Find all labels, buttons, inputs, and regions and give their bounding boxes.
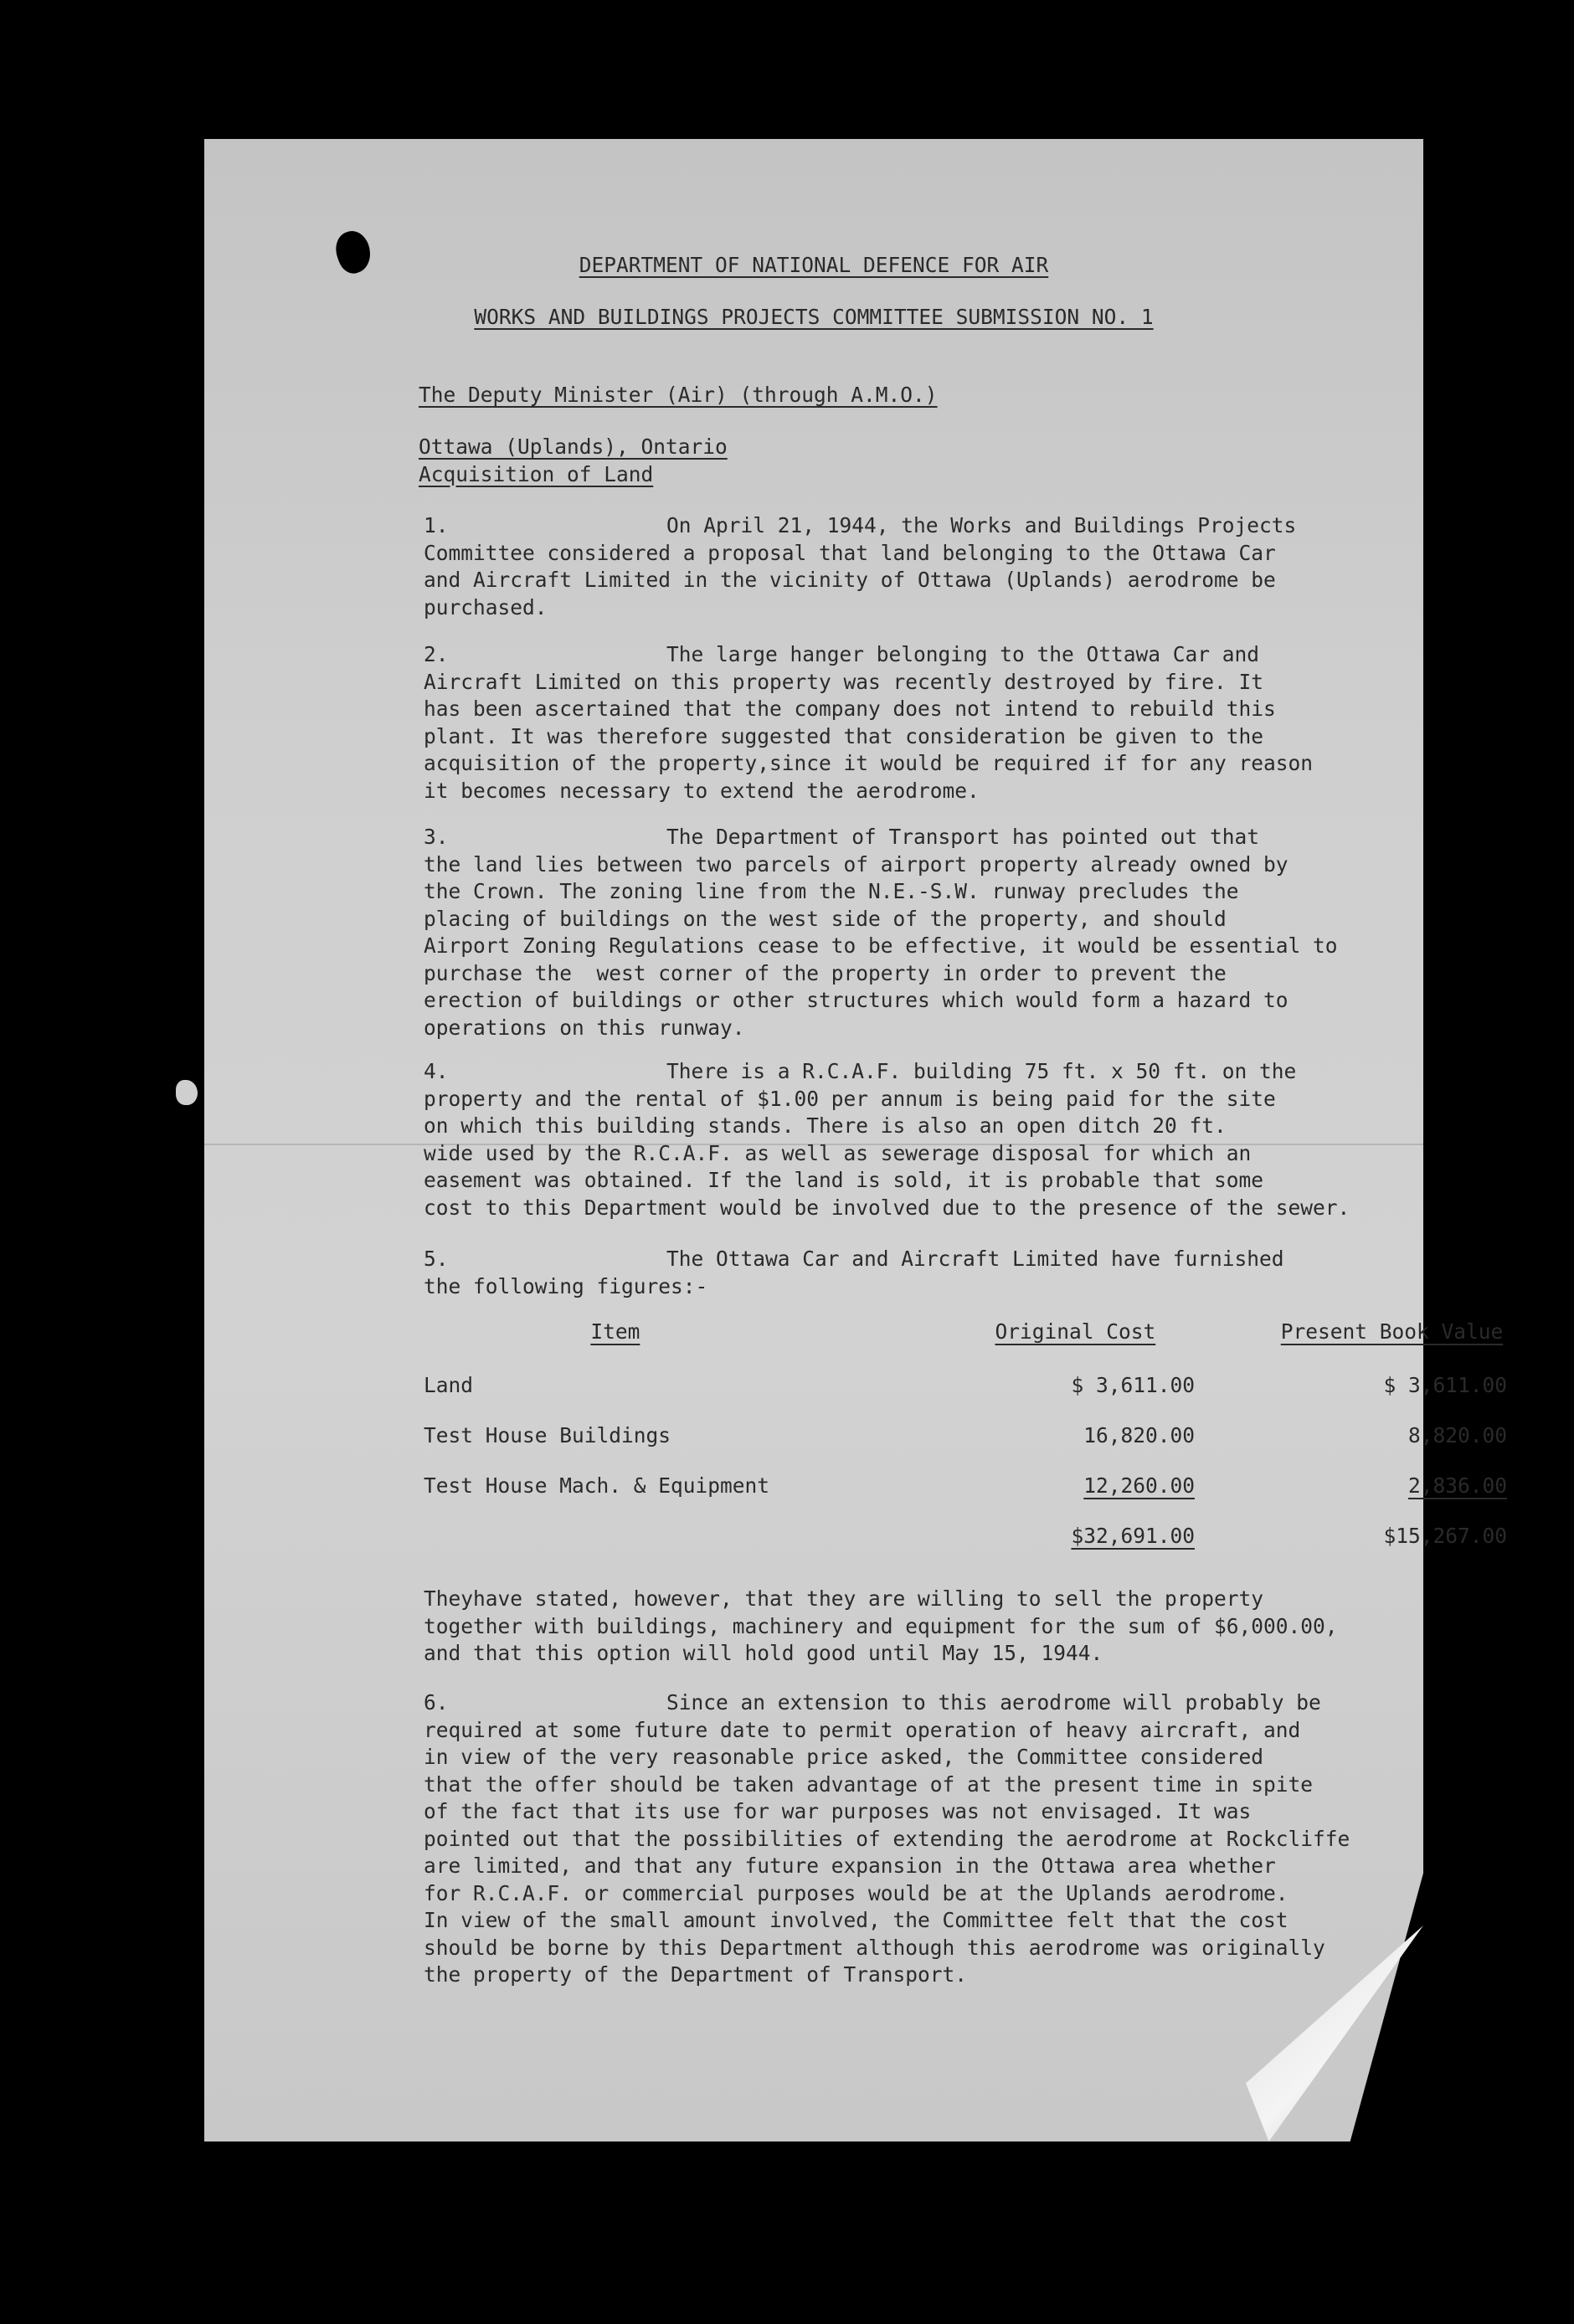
paragraph-line: placing of buildings on the west side of the property, and should: [424, 906, 1227, 931]
paragraph-number: 5.: [424, 1247, 449, 1271]
paragraph-1: [424, 512, 1296, 621]
paragraph-line: it becomes necessary to extend the aerodrome.: [424, 778, 980, 803]
paragraph-line: Committee considered a proposal that land belonging to the Ottawa Car: [424, 540, 1276, 565]
paragraph-line: In view of the small amount involved, the Committee felt that the cost: [424, 1908, 1289, 1932]
present-value-total: $15,267.00: [1383, 1523, 1507, 1548]
original-cost-column-header: Original Cost: [995, 1319, 1156, 1344]
paragraph-line: are limited, and that any future expansion in the Ottawa area whether: [424, 1854, 1276, 1878]
table-row: [424, 1460, 1574, 1510]
present-book-value-column-header: Present Book Value: [1280, 1319, 1504, 1344]
paragraph-line: Airport Zoning Regulations cease to be effective, it would be essential to: [424, 933, 1338, 958]
paragraph-number: 2.: [424, 642, 449, 666]
item-column-header: Item: [590, 1319, 640, 1344]
present-value-cell: 2,836.00: [1407, 1473, 1507, 1498]
paragraph-line: wide used by the R.C.A.F. as well as sewerage disposal for which an: [424, 1140, 1252, 1165]
offer-statement: [424, 1586, 1338, 1668]
paragraph-line: purchased.: [424, 594, 548, 620]
paragraph-line: the land lies between two parcels of airport property already owned by: [424, 851, 1289, 877]
table-total-row: [424, 1510, 1574, 1560]
paragraph-line: easement was obtained. If the land is sold, it is probable that some: [424, 1168, 1264, 1192]
paragraph-4: [424, 1058, 1350, 1221]
paragraph-number: 1.: [424, 513, 449, 537]
paragraph-line: on which this building stands. There is also an open ditch 20 ft.: [424, 1113, 1227, 1138]
paragraph-number: 4.: [424, 1059, 449, 1083]
paragraph-line: should be borne by this Department although this aerodrome was originally: [424, 1935, 1325, 1960]
paragraph-line: plant. It was therefore suggested that consideration be given to the: [424, 723, 1264, 748]
paragraph-line: There is a R.C.A.F. building 75 ft. x 50 ft. on the: [666, 1059, 1297, 1083]
paragraph-5: [424, 1246, 1284, 1300]
paragraph-6: [424, 1689, 1350, 1989]
paragraph-line: The Department of Transport has pointed out that: [666, 825, 1260, 849]
paragraph-line: Theyhave stated, however, that they are willing to sell the property: [424, 1586, 1264, 1611]
paragraph-number: 6.: [424, 1690, 449, 1715]
subject-location: Ottawa (Uplands), Ontario: [419, 434, 728, 459]
present-value-cell: 8,820.00: [1407, 1422, 1507, 1447]
paragraph-line: required at some future date to permit operation of heavy aircraft, and: [424, 1717, 1301, 1742]
paragraph-number: 3.: [424, 825, 449, 849]
paragraph-line: acquisition of the property,since it would be required if for any reason: [424, 751, 1314, 775]
paragraph-3: [424, 824, 1338, 1041]
paragraph-line: The Ottawa Car and Aircraft Limited have furnished: [666, 1247, 1284, 1271]
present-value-cell: $ 3,611.00: [1383, 1372, 1507, 1397]
paragraph-line: of the fact that its use for war purposes was not envisaged. It was: [424, 1799, 1252, 1823]
table-header-row: [424, 1319, 1574, 1360]
paragraph-line: the following figures:-: [424, 1273, 708, 1298]
addressee-line: The Deputy Minister (Air) (through A.M.O.): [419, 383, 938, 407]
original-cost-cell: $ 3,611.00: [1071, 1372, 1195, 1397]
original-cost-total: $32,691.00: [1071, 1523, 1195, 1548]
table-row: [424, 1410, 1574, 1460]
paragraph-2: [424, 641, 1313, 805]
paragraph-line: the property of the Department of Transport.: [424, 1962, 968, 1987]
original-cost-cell: 12,260.00: [1083, 1473, 1195, 1498]
item-cell: Land: [424, 1372, 474, 1397]
submission-heading: WORKS AND BUILDINGS PROJECTS COMMITTEE SUBMISSION NO. 1: [474, 305, 1154, 329]
department-heading: DEPARTMENT OF NATIONAL DEFENCE FOR AIR: [579, 253, 1049, 277]
item-cell: Test House Buildings: [424, 1422, 671, 1447]
paragraph-line: pointed out that the possibilities of extending the aerodrome at Rockcliffe: [424, 1826, 1350, 1851]
paper-edge-tear: [176, 1080, 198, 1105]
paragraph-line: the Crown. The zoning line from the N.E.-S.W. runway precludes the: [424, 879, 1239, 903]
item-cell: Test House Mach. & Equipment: [424, 1473, 770, 1498]
paragraph-line: together with buildings, machinery and equipment for the sum of $6,000.00,: [424, 1613, 1338, 1638]
paragraph-line: cost to this Department would be involved due to the presence of the sewer.: [424, 1195, 1350, 1220]
paragraph-line: and Aircraft Limited in the vicinity of Ottawa (Uplands) aerodrome be: [424, 568, 1276, 592]
table-row: [424, 1360, 1574, 1410]
original-cost-cell: 16,820.00: [1083, 1422, 1195, 1447]
paragraph-line: Since an extension to this aerodrome will probably be: [666, 1690, 1321, 1715]
paragraph-line: Aircraft Limited on this property was recently destroyed by fire. It: [424, 669, 1264, 694]
paragraph-line: in view of the very reasonable price asked, the Committee considered: [424, 1745, 1264, 1769]
paragraph-line: and that this option will hold good until May 15, 1944.: [424, 1641, 1103, 1665]
paragraph-line: has been ascertained that the company does not intend to rebuild this: [424, 697, 1276, 721]
paragraph-line: that the offer should be taken advantage of at the present time in spite: [424, 1771, 1314, 1797]
paragraph-line: property and the rental of $1.00 per annum is being paid for the site: [424, 1086, 1276, 1111]
paragraph-line: for R.C.A.F. or commercial purposes would be at the Uplands aerodrome.: [424, 1880, 1289, 1905]
paragraph-line: operations on this runway.: [424, 1015, 745, 1040]
subject-block: [419, 434, 728, 488]
paragraph-line: The large hanger belonging to the Ottawa Car and: [666, 642, 1260, 666]
paragraph-line: purchase the west corner of the property in order to prevent the: [424, 960, 1227, 985]
subject-title: Acquisition of Land: [419, 461, 654, 486]
cost-figures-table: [424, 1319, 1574, 1560]
paragraph-line: On April 21, 1944, the Works and Buildings Projects: [666, 513, 1297, 537]
paragraph-line: erection of buildings or other structures which would form a hazard to: [424, 988, 1289, 1012]
